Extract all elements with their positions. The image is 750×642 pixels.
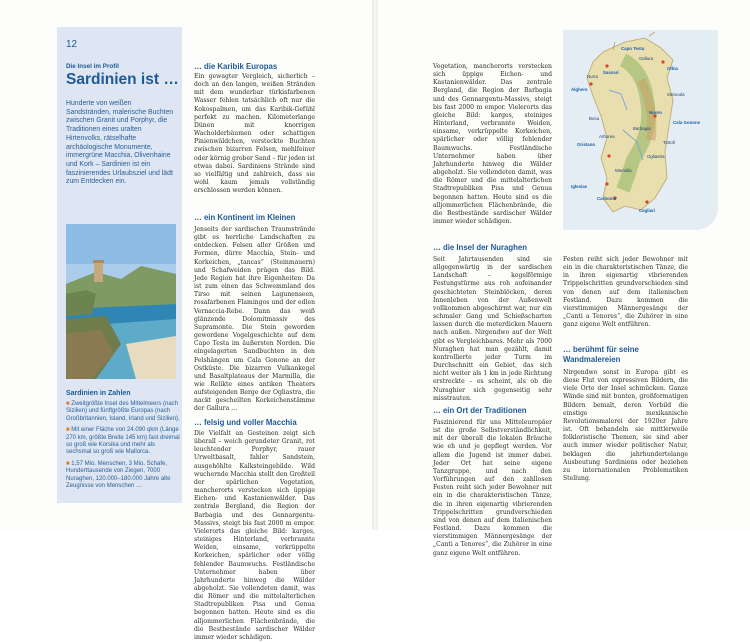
- intro-text: Hunderte von weißen Sandstränden, malerische Buchten zwischen Granit und Porphyr, die Traditionen eines uralten Hirtenvolks, rätselhafte archäologische Monumente, immergrüne Macchia, Olivenhaine und Kork – Sardinien ist ein faszinierendes Urlaubsziel und lädt zum Entdecken ein.: [66, 100, 174, 186]
- heading-karibik: … die Karibik Europas: [194, 62, 278, 71]
- text-traditionen-continued: Festen reiht sich jeder Bewohner mit ein in die charakteristischen Tänze, die in ihren eigenartig vibrierenden Trippelschritten grundverschieden sind von denen auf dem italienischen Festland. Dazu kommen die vierstimmigen Männergesänge der „Canti a Tenores“, die Zuhörer in eine ganz eigene Welt entführen.: [563, 256, 688, 329]
- chapter-kicker: Die Insel im Profil: [66, 63, 119, 70]
- facts-title: Sardinien in Zahlen: [66, 390, 131, 397]
- map-label: Capo Testa: [621, 46, 645, 51]
- sardinia-map: [563, 30, 718, 230]
- fact-text: Mit einer Fläche von 24.090 qkm (Länge 270 km, größte Breite 145 km) fast dreimal so groß wie Korsika und mehr als sechsmal so groß wie Mallorca.: [66, 427, 180, 456]
- text-nuraghen: Seit Jahrtausenden sind sie allgegenwärtig in der sardischen Landschaft – kegelförmige Festungstürme aus roh aufeinander geschichteten Steinblöcken, deren Innenleben von der Außenwelt vollkommen abgeschirmt war, nur ein schmaler Gang und Schießscharten lassen durch die meterdicken Mauern nach außen. Nirgendwo auf der Welt gibt es Vergleichbares. Mehr als 7000 Nuraghen hat man gezählt, damit kontrollierte jeder Turm im Durchschnitt ein Gebiet, das sich nicht weiter als 1 km in jede Richtung erstreckte – es scheint, als ob die Nuraghier sich gegenseitig sehr misstrauten.: [433, 256, 552, 402]
- text-wandmalereien: Nirgendwo sonst in Europa gibt es diese Flut von expressiven Bildern, die viele Orte der Insel schmücken. Ganze Wände sind mit bunten, großformatigen Bildern bemalt, deren Vorbild die einstige mexikanische Revolutionsmalerei der 1920er Jahre ist. Oft behandeln sie mittlerweile folkloristische Themen, sie sind aber auch immer wieder politischer Natur, beklagen die jahrhundertelange Ausbeutung Sardiniens oder beziehen zu internationalen Problematiken Stellung.: [563, 369, 688, 483]
- heading-nuraghen: … die Insel der Nuraghen: [433, 243, 528, 252]
- text-kontinent: Jenseits der sardischen Traumstrände gibt es herrliche Landschaften zu entdecken. Felsen aller Größen und Formen, dürre Macchia, Stein- und Korkeichen, „tancas“ (Steinmauern) und Schafweiden prägen das Bild. Jede Region hat ihre Eigenheiten: Da ist zum einen das Schwemmland des Tirso mit seinen Lagunenseen, rosafarbenen Flamingos und der edlen Vernaccia-Rebe. Dann das weiß glänzende Dolomitmassiv des Supramonte. Die Stein geworden gewordene Vogelgeschichte auf dem Capo Testa im äußersten Norden. Die eingelagerten Sandbuchten in den Felshängen um Cala Gonone an der Ostküste. Die bizarren Vulkankegel und Basaltplateaus der Marmilla, die wie Relikte eines antiken Theaters aufsteigenden Berge der Ogliastra, die nackt gescheilten Korkeichenstämme der Gallura …: [194, 226, 315, 413]
- text-traditionen: Faszinierend für uns Mitteleuropäer ist die große Selbstverständlichkeit, mit der überall die lokalen Bräuche wie eh und je gepflegt werden. Vor allem die Jugend ist immer dabei. Jeder Ort hat seine eigene Tanzgruppe, und nach den Vorführungen auf den zahllosen Festen reiht sich jeder Bewohner mit ein in die charakteristischen Tänze, die in ihren eigenartig vibrierenden Trippelschritten grundverschieden sind von denen auf dem italienischen Festland. Dazu kommen die vierstimmigen Männergesänge der „Canti a Tenores“, die Zuhörer in eine ganz eigene Welt entführen.: [433, 419, 552, 557]
- heading-kontinent: … ein Kontinent im Kleinen: [194, 213, 296, 222]
- map-label: Carbonia: [597, 196, 617, 201]
- page-number: 12: [66, 39, 78, 50]
- heading-traditionen: … ein Ort der Traditionen: [433, 406, 527, 415]
- map-label: Oristano: [577, 142, 596, 147]
- map-label: Marmilla: [615, 168, 632, 173]
- heading-wandmalereien: … berühmt für seine Wandmalereien: [563, 345, 639, 364]
- map-label: Iglesias: [571, 184, 588, 189]
- map-label: Olbia: [667, 66, 678, 71]
- map-label: Cala Gonone: [673, 120, 701, 125]
- map-label: Alghero: [571, 87, 588, 92]
- map-label: Nuoro: [649, 110, 662, 115]
- fact-text: 1,57 Mio. Menschen, 3 Mio. Schafe, Hunderttausende von Ziegen, 7000 Nuraghen, 120.000–180.000 Jahre alte Zeugnisse von Menschen …: [66, 460, 171, 490]
- facts-list: [66, 401, 180, 494]
- bullet-icon: ■: [66, 401, 72, 407]
- text-felsig-continued: Vegetation, mancherorts verstecken sich üppige Eichen- und Kastanienwälder. Das zentrale Bergland, die Region der Barbagia und des Gennargentu-Massivs, steigt bis fast 2000 m empor. Vielerorts das gleiche Bild: karges, steiniges Hinterland, verbrannte Weiden, einsame, verkrüppelte Korkeichen, spärlicher oder völlig fehlender Baumwuchs. Festländische Unternehmer haben über Jahrhunderte hinweg die Wälder abgeholzt. Sie vollendeten damit, was die Römer und die mittelalterlichen Stadtrepubliken Pisa und Genua begonnen hatten. Heute sind es die alljommerlichen Flächenbrände, die die Bestbestände sardischer Wälder immer wieder schädigen.: [433, 63, 552, 225]
- bullet-icon: ■: [66, 427, 72, 434]
- coast-tower-photo: [66, 224, 176, 379]
- map-label: Barbagia: [633, 126, 651, 131]
- bullet-icon: ■: [66, 460, 72, 467]
- map-label: Arborea: [599, 134, 615, 139]
- text-karibik: Ein gewagter Vergleich, sicherlich – doch an den langen, weißen Stränden mit dem wunderbar türkisfarbenen Wasser fehlen tatsächlich oft nur die Kokospalmen, um das Karibik-Gefühl perfekt zu machen. Kilometerlange Dünen mit knorrigen Wacholderbäumen oder schattigen Pinienwäldchen, versteckte Buchten zwischen bizarren Felsen, mehlfeiner oder körnig grober Sand – für jeden ist etwas dabei. Sardiniens Strände sind so vielfältig und zahlreich, dass sie wohl kaum jemals vollständig erschlossen werden können.: [194, 73, 315, 195]
- heading-felsig: … felsig und voller Macchia: [194, 418, 297, 427]
- text-felsig: Die Vielfalt an Gesteinen zeigt sich überall – weich gerundeter Granit, rot leuchtender Porphyr, rauer Urweltbasalt, fahler Sandstein, ausgehöhlte Kalksteingebilde. Wild wuchernde Macchia stellt den Großteil der spärlichen Vegetation, mancherorts verstecken sich üppige Eichen- und Kastanienwälder. Das zentrale Bergland, die Region der Barbagia und des Gennargentu-Massivs, steigt bis fast 2000 m empor. Vielerorts das gleiche Bild: karges, steiniges Hinterland, verbrannte Weiden, einsame, verkrüppelte Korkeichen, spärlicher oder völlig fehlender Baumwuchs. Festländische Unternehmer haben über Jahrhunderte hinweg die Wälder abgeholzt. Sie vollendeten damit, was die Römer und die mittelalterlichen Stadtrepubliken Pisa und Genua begonnen hatten. Heute sind es die alljommerlichen Flächenbrände, die die Bestbestände sardischer Wälder immer wieder schädigen.: [194, 430, 315, 641]
- list-item: [66, 461, 180, 491]
- map-label: Gallura: [639, 56, 654, 61]
- map-label: Bosa: [589, 116, 600, 121]
- sidebar-panel: [57, 27, 182, 503]
- fact-text: Zweitgrößte Insel des Mittelmeers (nach Sizilien) und fünftgrößte Europas (nach Großbritannien, Island, Irland und Sizilien).: [66, 401, 180, 422]
- map-label: Cagliari: [639, 208, 656, 213]
- map-label: Ogliastra: [647, 154, 665, 159]
- page-title: Sardinien ist …: [66, 71, 179, 88]
- list-item: [66, 427, 180, 457]
- list-item: [66, 401, 180, 423]
- map-label: Siniscola: [667, 92, 685, 97]
- book-gutter: [372, 0, 378, 530]
- map-label: Sassari: [603, 70, 619, 75]
- map-label: Nurra: [587, 74, 598, 79]
- map-label: Tortolì: [663, 140, 675, 145]
